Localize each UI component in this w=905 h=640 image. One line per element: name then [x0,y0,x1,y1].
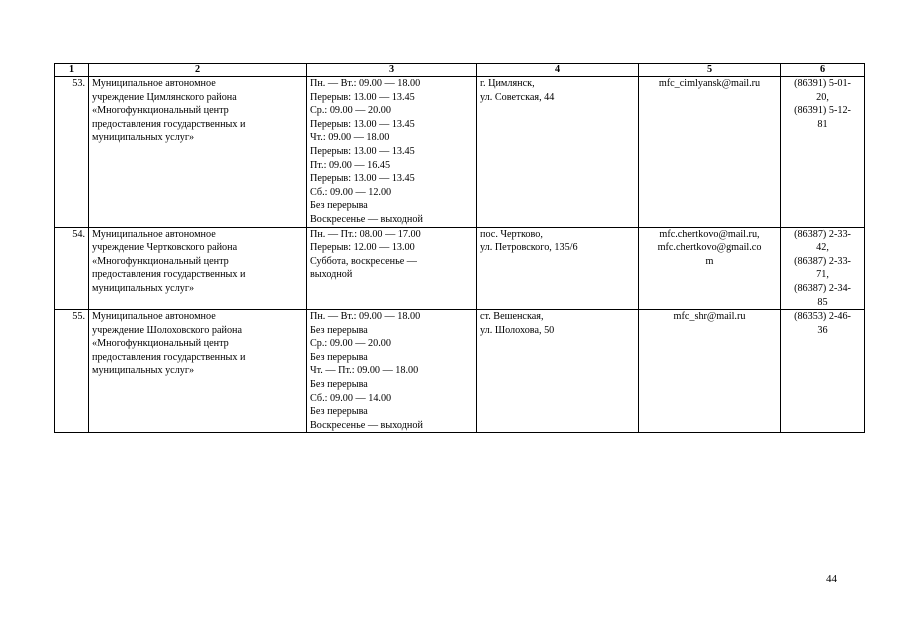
row-number-cell: 54. [55,227,89,310]
institution-name-line: Муниципальное автономное [92,78,216,89]
page-number: 44 [826,573,837,585]
email-address-line: m [705,255,714,267]
phone-numbers-line: (86353) 2-46- [794,311,851,323]
institution-name-line: «Многофункциональный центр [92,255,229,267]
column-header: 1 [55,64,89,77]
work-schedule-line: Сб.: 09.00 — 12.00 [310,186,392,198]
phone-numbers-line: (86387) 2-34- [794,282,851,294]
address-line: пос. Чертково, [480,228,543,240]
work-schedule-line: Перерыв: 13.00 — 13.45 [310,118,415,130]
work-schedule-line: Чт.: 09.00 — 18.00 [310,132,390,144]
email-address-cell [639,77,781,228]
phone-numbers-line: 85 [817,296,828,308]
work-schedule-line: Без перерыва [310,379,368,391]
phone-numbers-cell [781,77,865,228]
work-schedule-line: Перерыв: 12.00 — 13.00 [310,242,415,254]
work-schedule-line: Ср.: 09.00 — 20.00 [310,105,391,117]
institution-name-line: предоставления государственных и [92,269,246,281]
email-address-cell [639,227,781,310]
address-line: г. Цимлянск, [480,78,535,89]
address-line: ул. Шолохова, 50 [480,324,555,336]
institution-name-line: учреждение Чертковского района [92,242,238,254]
work-schedule-line: Воскресенье — выходной [310,213,423,225]
institution-name-line: «Многофункциональный центр [92,105,229,117]
work-schedule-line: Пн. — Вт.: 09.00 — 18.00 [310,78,421,89]
work-schedule-line: Пн. — Пт.: 08.00 — 17.00 [310,228,421,240]
work-schedule-line: Пт.: 09.00 — 16.45 [310,159,391,171]
email-address-cell [639,310,781,433]
institution-name-line: Муниципальное автономное [92,311,216,323]
email-address-line: mfc.chertkovo@gmail.co [657,242,762,254]
work-schedule-line: Пн. — Вт.: 09.00 — 18.00 [310,311,421,323]
table-row [55,310,865,433]
email-address-line: mfc_shr@mail.ru [673,311,746,323]
work-schedule-line: Чт. — Пт.: 09.00 — 18.00 [310,365,419,377]
work-schedule-line: Перерыв: 13.00 — 13.45 [310,91,415,103]
phone-numbers-cell [781,310,865,433]
table-row [55,227,865,310]
work-schedule-line: Без перерыва [310,200,368,212]
work-schedule-line: Суббота, воскресенье — [310,255,417,267]
work-schedule-line: Перерыв: 13.00 — 13.45 [310,173,415,185]
institution-name-line: Муниципальное автономное [92,228,216,240]
work-schedule-line: Сб.: 09.00 — 14.00 [310,392,392,404]
address-cell [477,310,639,433]
institution-name-line: муниципальных услуг» [92,282,195,294]
phone-numbers-line: (86391) 5-01- [794,78,851,89]
address-cell [477,77,639,228]
address-line: ул. Петровского, 135/6 [480,242,578,254]
phone-numbers-line: 20, [816,91,829,103]
work-schedule-line: Без перерыва [310,351,368,363]
address-line: ул. Советская, 44 [480,91,555,103]
column-header: 3 [307,64,477,77]
work-schedule-line: Без перерыва [310,406,368,418]
work-schedule-line: Ср.: 09.00 — 20.00 [310,338,391,350]
work-schedule-cell [307,310,477,433]
institution-name-line: «Многофункциональный центр [92,338,229,350]
header-row [55,64,865,77]
phone-numbers-cell [781,227,865,310]
phone-numbers-line: (86391) 5-12- [794,105,851,117]
email-address-line: mfc_cimlyansk@mail.ru [658,78,761,89]
institution-name-cell [89,77,307,228]
row-number-cell: 53. [55,77,89,228]
institution-name-line: учреждение Шолоховского района [92,324,243,336]
phone-numbers-line: 42, [816,242,829,254]
column-header: 5 [639,64,781,77]
institution-name-line: муниципальных услуг» [92,365,195,377]
mfc-directory-table [54,63,865,433]
work-schedule-line: Воскресенье — выходной [310,419,423,431]
phone-numbers-line: 81 [817,118,828,130]
institution-name-line: предоставления государственных и [92,118,246,130]
work-schedule-line: Перерыв: 13.00 — 13.45 [310,145,415,157]
institution-name-cell [89,227,307,310]
work-schedule-line: выходной [310,269,353,281]
institution-name-cell [89,310,307,433]
column-header: 4 [477,64,639,77]
institution-name-line: предоставления государственных и [92,351,246,363]
institution-name-line: учреждение Цимлянского района [92,91,237,103]
work-schedule-cell [307,77,477,228]
address-line: ст. Вешенская, [480,311,544,323]
table-row [55,77,865,228]
address-cell [477,227,639,310]
phone-numbers-line: (86387) 2-33- [794,255,851,267]
row-number-cell: 55. [55,310,89,433]
phone-numbers-line: 36 [817,324,828,336]
work-schedule-line: Без перерыва [310,324,368,336]
phone-numbers-line: 71, [816,269,829,281]
column-header: 6 [781,64,865,77]
work-schedule-cell [307,227,477,310]
institution-name-line: муниципальных услуг» [92,132,195,144]
phone-numbers-line: (86387) 2-33- [794,228,851,240]
email-address-line: mfc.chertkovo@mail.ru, [659,228,760,240]
column-header: 2 [89,64,307,77]
